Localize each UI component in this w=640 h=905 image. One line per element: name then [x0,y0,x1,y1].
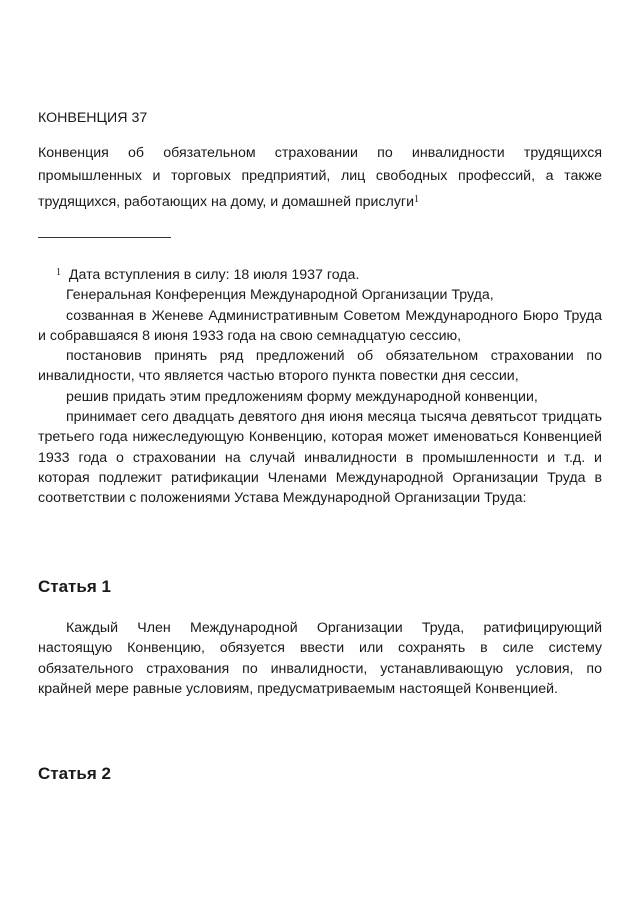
convention-subtitle [38,142,602,214]
footnote-divider [38,237,171,238]
footnote-ref: 1 [414,194,420,205]
footnote-text: Дата вступления в силу: 18 июля 1937 года. [68,267,360,283]
article-paragraph: Каждый Член Международной Организации Труда, ратифицирующий настоящую Конвенцию, обязуется ввести или сохранять в силе систему обязательного страхования по инвалидности, устанавливающую условия, по крайней мере равные условиям, предусматриваемым настоящей Конвенцией. [38,620,602,697]
body-text [38,263,602,509]
preamble-paragraph: принимает сего двадцать девятого дня июня месяца тысяча девятьсот тридцать третьего года нижеследующую Конвенцию, которая может именоваться Конвенцией 1933 года о страховании на случай инвалидности в промышленности и т.д. и которая подлежит ратификации Членами Международной Организации Труда в соответствии с положениями Устава Международной Организации Труда: [38,409,602,507]
footnote-mark: 1 [56,267,61,278]
subtitle-text: Конвенция об обязательном страховании по инвалидности трудящихся промышленных и торговых предприятий, лиц свободных профессий, а также трудящихся, работающих на дому, и домашней прислуги [38,145,602,210]
footnote [38,263,602,285]
preamble-paragraph: решив придать этим предложениям форму международной конвенции, [66,388,538,405]
article-1-heading: Статья 1 [38,577,111,596]
preamble-paragraph: Генеральная Конференция Международной Организации Труда, [66,287,494,304]
preamble-paragraph: созванная в Женеве Административным Советом Международного Бюро Труда и собравшаяся 8 июня 1933 года на свою семнадцатую сессию, [38,307,602,344]
article-1-text [38,618,602,699]
preamble-paragraph: постановив принять ряд предложений об обязательном страховании по инвалидности, что является частью второго пункта повестки дня сессии, [38,348,602,385]
convention-title: КОНВЕНЦИЯ 37 [38,110,148,126]
article-2-heading: Статья 2 [38,764,111,783]
